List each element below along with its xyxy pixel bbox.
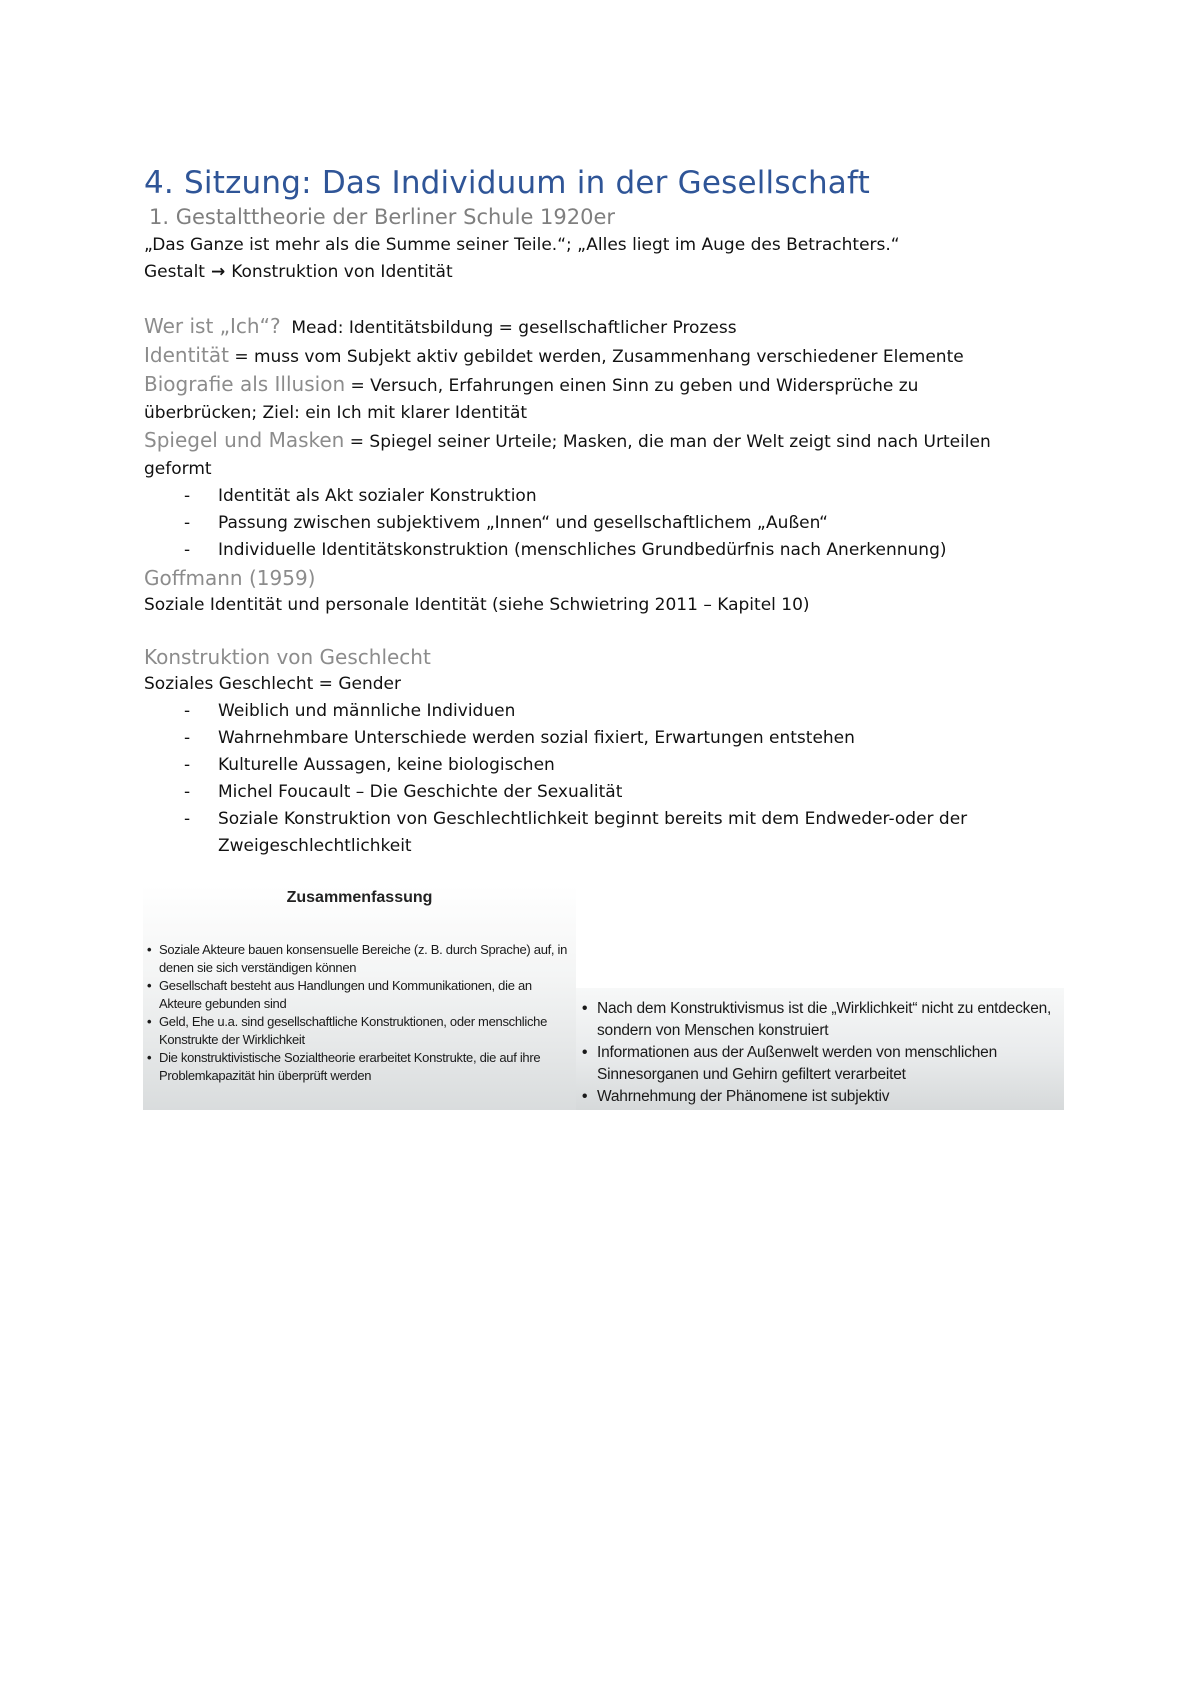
list-item-text: Zweigeschlechtlichkeit bbox=[218, 836, 412, 856]
goffmann-text: Soziale Identität und personale Identität (siehe Schwietring 2011 – Kapitel 10) bbox=[144, 595, 810, 615]
geschlecht-intro: Soziales Geschlecht = Gender bbox=[144, 674, 401, 694]
list-item-text: Individuelle Identitätskonstruktion (menschliches Grundbedürfnis nach Anerkennung) bbox=[218, 540, 947, 560]
biografie-line bbox=[144, 371, 1064, 400]
dash-marker: - bbox=[184, 486, 191, 506]
constructivism-slide-image bbox=[576, 988, 1064, 1110]
quote-line: „Das Ganze ist mehr als die Summe seiner Teile.“; „Alles liegt im Auge des Betrachters.“ bbox=[144, 235, 900, 255]
slide-item-text: Informationen aus der Außenwelt werden von menschlichen Sinnesorganen und Gehirn gefiltert verarbeitet bbox=[597, 1044, 997, 1083]
bullet-icon: • bbox=[582, 1044, 588, 1061]
summary-slide-image bbox=[143, 885, 576, 1110]
list-item bbox=[144, 752, 1064, 779]
identitaet-line bbox=[144, 342, 1064, 371]
identity-list bbox=[144, 483, 1064, 564]
gestalt-label: Gestalt bbox=[144, 262, 205, 282]
list-item-continuation bbox=[144, 833, 1064, 860]
slide-item-text: Soziale Akteure bauen konsensuelle Bereiche (z. B. durch Sprache) auf, in denen sie sich verständigen können bbox=[159, 942, 568, 975]
list-item-text: Michel Foucault – Die Geschichte der Sexualität bbox=[218, 782, 623, 802]
list-item-text: Identität als Akt sozialer Konstruktion bbox=[218, 486, 537, 506]
slide-list-item bbox=[147, 941, 572, 977]
bullet-icon: • bbox=[582, 1088, 588, 1105]
list-item bbox=[144, 483, 1064, 510]
wer-ist-ich-text: Mead: Identitätsbildung = gesellschaftlicher Prozess bbox=[291, 318, 737, 338]
slide-list-item bbox=[147, 977, 572, 1013]
bullet-icon: • bbox=[582, 1000, 588, 1017]
list-item-text: Passung zwischen subjektivem „Innen“ und gesellschaftlichem „Außen“ bbox=[218, 513, 828, 533]
document-content bbox=[144, 164, 1064, 860]
slide-list-item bbox=[147, 1049, 572, 1085]
dash-marker: - bbox=[184, 540, 191, 560]
arrow-right-icon: → bbox=[210, 262, 226, 282]
identitaet-heading: Identität bbox=[144, 343, 229, 367]
slide-title: Zusammenfassung bbox=[286, 889, 433, 906]
slide-bullet-list bbox=[147, 941, 572, 1085]
spacer bbox=[144, 286, 1064, 313]
slide-item-text: Wahrnehmung der Phänomene ist subjektiv bbox=[597, 1088, 890, 1105]
slide-item-text: Die konstruktivistische Sozialtheorie erarbeitet Konstrukte, die auf ihre Problemkapazität hin überprüft werden bbox=[159, 1050, 541, 1083]
list-item-text: Soziale Konstruktion von Geschlechtlichkeit beginnt bereits mit dem Endweder-oder der bbox=[218, 809, 968, 829]
biografie-line-2: überbrücken; Ziel: ein Ich mit klarer Identität bbox=[144, 403, 528, 423]
spiegel-text: = Spiegel seiner Urteile; Masken, die man der Welt zeigt sind nach Urteilen bbox=[349, 432, 991, 452]
list-item bbox=[144, 779, 1064, 806]
spiegel-heading: Spiegel und Masken bbox=[144, 428, 345, 452]
dash-marker: - bbox=[184, 809, 191, 829]
page-title: 4. Sitzung: Das Individuum in der Gesellschaft bbox=[144, 165, 870, 201]
slide-item-text: Geld, Ehe u.a. sind gesellschaftliche Konstruktionen, oder menschliche Konstrukte der Wirklichkeit bbox=[159, 1014, 548, 1047]
wer-ist-ich-line bbox=[144, 313, 1064, 342]
list-item bbox=[144, 806, 1064, 833]
bullet-icon: • bbox=[147, 1014, 152, 1029]
list-item bbox=[144, 537, 1064, 564]
slide-list-item bbox=[582, 1086, 1058, 1108]
list-item bbox=[144, 510, 1064, 537]
dash-marker: - bbox=[184, 513, 191, 533]
spiegel-line bbox=[144, 427, 1064, 456]
slide-item-text: Gesellschaft besteht aus Handlungen und Kommunikationen, die an Akteure gebunden sind bbox=[159, 978, 532, 1011]
biografie-heading: Biografie als Illusion bbox=[144, 372, 346, 396]
wer-ist-ich-heading: Wer ist „Ich“? bbox=[144, 314, 281, 338]
list-item-text: Wahrnehmbare Unterschiede werden sozial fixiert, Erwartungen entstehen bbox=[218, 728, 855, 748]
gestalt-line bbox=[144, 259, 1064, 286]
list-item bbox=[144, 698, 1064, 725]
biografie-text: = Versuch, Erfahrungen einen Sinn zu geben und Widersprüche zu bbox=[350, 376, 919, 396]
spacer bbox=[144, 619, 1064, 643]
identitaet-text: = muss vom Subjekt aktiv gebildet werden, Zusammenhang verschiedener Elemente bbox=[234, 347, 964, 367]
slide-item-text: Nach dem Konstruktivismus ist die „Wirklichkeit“ nicht zu entdecken, sondern von Menschen konstruiert bbox=[597, 1000, 1052, 1039]
dash-marker: - bbox=[184, 755, 191, 775]
geschlecht-heading: Konstruktion von Geschlecht bbox=[144, 645, 431, 669]
spiegel-line-2: geformt bbox=[144, 459, 212, 479]
slide-list-item bbox=[582, 1042, 1058, 1086]
list-item-text: Weiblich und männliche Individuen bbox=[218, 701, 516, 721]
bullet-icon: • bbox=[147, 978, 152, 993]
dash-marker: - bbox=[184, 701, 191, 721]
goffmann-heading: Goffmann (1959) bbox=[144, 566, 316, 590]
bullet-icon: • bbox=[147, 942, 152, 957]
slide-list-item bbox=[147, 1013, 572, 1049]
list-item bbox=[144, 725, 1064, 752]
geschlecht-list bbox=[144, 698, 1064, 860]
gestalt-target: Konstruktion von Identität bbox=[231, 262, 453, 282]
bullet-icon: • bbox=[147, 1050, 152, 1065]
section-subtitle: 1. Gestalttheorie der Berliner Schule 1920er bbox=[149, 205, 616, 229]
dash-marker: - bbox=[184, 782, 191, 802]
slide-list-item bbox=[582, 998, 1058, 1042]
dash-marker: - bbox=[184, 728, 191, 748]
list-item-text: Kulturelle Aussagen, keine biologischen bbox=[218, 755, 555, 775]
slide-bullet-list bbox=[582, 998, 1058, 1108]
